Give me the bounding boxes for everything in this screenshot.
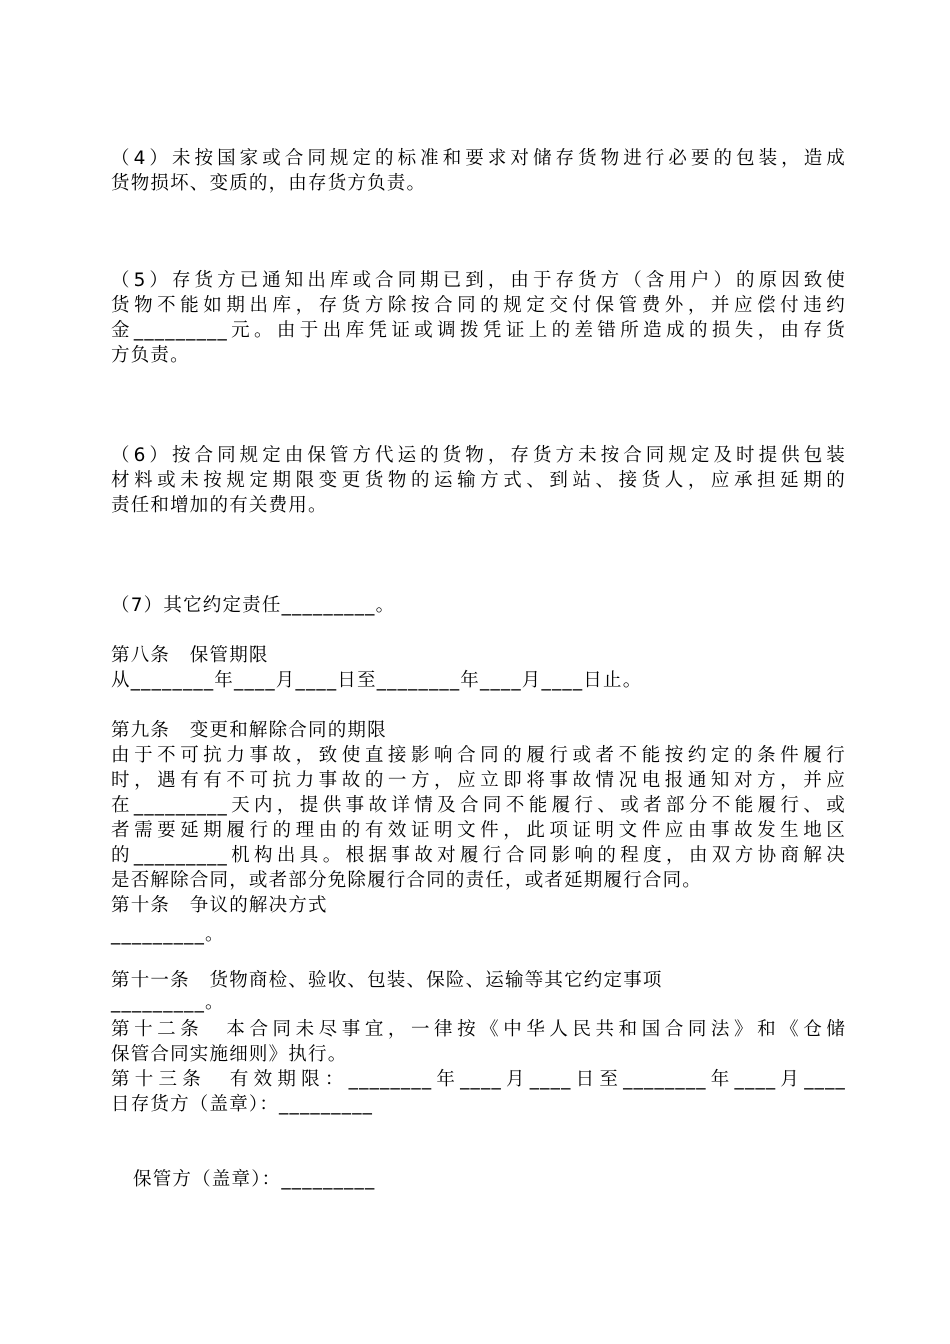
text-line: 者需要延期履行的理由的有效证明文件，此项证明文件应由事故发生地区 (111, 820, 846, 841)
text-line: 的_________机构出具。根据事故对履行合同影响的程度，由双方协商解决 (111, 845, 846, 866)
text-line: 在_________天内，提供事故详情及合同不能履行、或者部分不能履行、或 (111, 795, 846, 816)
article-8 (111, 643, 846, 693)
clause-7 (111, 593, 846, 618)
text-line: 时，遇有有不可抗力事故的一方，应立即将事故情况电报通知对方，并应 (111, 770, 846, 791)
text-line: 货物不能如期出库，存货方除按合同的规定交付保管费外，并应偿付违约 (111, 295, 846, 316)
text-line: 货物损坏、变质的，由存货方负责。 (111, 173, 427, 194)
text-line: 日存货方（盖章）：_________ (111, 1094, 374, 1115)
article-13 (111, 1067, 846, 1117)
text-line: 责任和增加的有关费用。 (111, 495, 328, 516)
article-10 (111, 893, 846, 947)
custodian-signature: 保管方（盖章）：_________ (133, 1169, 376, 1190)
clause-5 (111, 268, 846, 368)
text-line: 保管合同实施细则》执行。 (111, 1044, 348, 1065)
article-heading: 第十条 争议的解决方式 (111, 895, 328, 916)
text-line: 是否解除合同，或者部分免除履行合同的责任，或者延期履行合同。 (111, 870, 703, 891)
text-line: （7）其它约定责任_________。 (111, 595, 396, 616)
text-line: 方负责。 (111, 345, 190, 366)
text-line: 第十二条 本合同未尽事宜，一律按《中华人民共和国合同法》和《仓储 (111, 1019, 846, 1040)
text-line: 由于不可抗力事故，致使直接影响合同的履行或者不能按约定的条件履行 (111, 745, 846, 766)
article-9 (111, 718, 846, 893)
clause-6 (111, 443, 846, 518)
clause-4 (111, 146, 846, 196)
article-heading: 第八条 保管期限 (111, 645, 269, 666)
article-heading: 第十一条 货物商检、验收、包装、保险、运输等其它约定事项 (111, 970, 663, 991)
article-heading: 第九条 变更和解除合同的期限 (111, 720, 387, 741)
text-line: _________。 (111, 992, 225, 1013)
text-line: （4）未按国家或合同规定的标准和要求对储存货物进行必要的包装，造成 (111, 148, 846, 169)
text-line: 材料或未按规定期限变更货物的运输方式、到站、接货人，应承担延期的 (111, 470, 846, 491)
article-11 (111, 968, 846, 1012)
signature-block (133, 1167, 868, 1192)
text-line: 第十三条 有效期限：________年____月____日至________年____月____ (111, 1069, 846, 1090)
text-line: （5）存货方已通知出库或合同期已到，由于存货方（含用户）的原因致使 (111, 270, 846, 291)
article-12 (111, 1017, 846, 1067)
text-line: 从________年____月____日至________年____月____日止。 (111, 670, 643, 691)
text-line: 金_________元。由于出库凭证或调拨凭证上的差错所造成的损失，由存货 (111, 320, 846, 341)
text-line: （6）按合同规定由保管方代运的货物，存货方未按合同规定及时提供包装 (111, 445, 846, 466)
text-line: _________。 (111, 924, 225, 945)
